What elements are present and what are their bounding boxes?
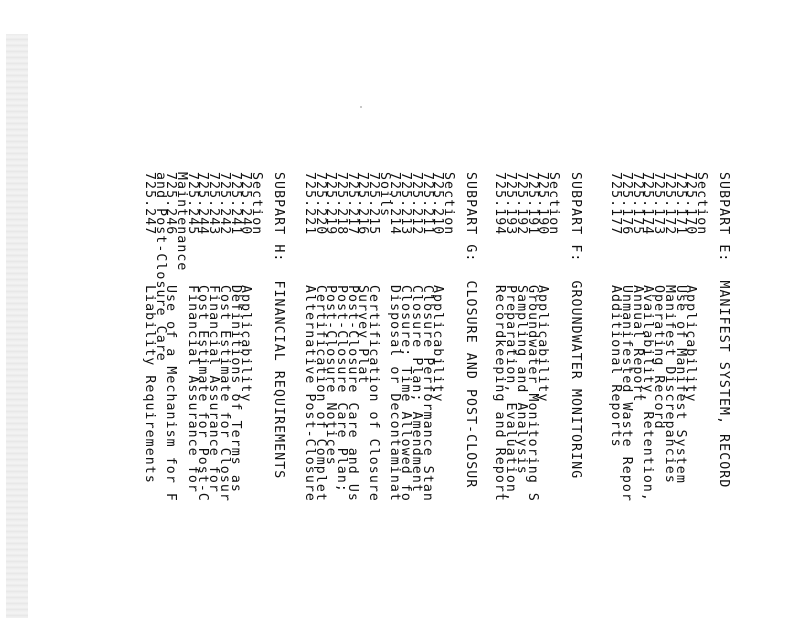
toc-section-title: Sampling and Analysis <box>513 285 529 475</box>
toc-section-title: Applicability <box>238 285 254 403</box>
toc-section-number: 725.177 <box>608 172 624 236</box>
toc-section-title: Definitions of Terms as <box>227 285 243 493</box>
toc-section-title: Alternative Post-Closure <box>301 285 317 502</box>
rotated-document-page <box>88 172 731 612</box>
toc-section-title: Use of Manifest System <box>672 285 688 484</box>
toc-section-number: 725.174 <box>640 172 656 236</box>
toc-section-title: Disposal or Decontaminat <box>387 285 403 502</box>
subpart-h-heading: SUBPART H: FINANCIAL REQUIREMENTS <box>271 172 286 480</box>
toc-section-title: Recordkeeping and Report <box>492 285 508 502</box>
toc-section-title: Certification of Closure <box>366 285 382 502</box>
toc-section-number: Section <box>441 172 456 236</box>
toc-section-number: 725.212 <box>408 172 424 236</box>
toc-section-number: 725.214 <box>387 172 403 236</box>
toc-section-number: 725.191 <box>524 172 540 236</box>
toc-section-title: Groundwater Monitoring S <box>524 285 540 502</box>
toc-section-number: 725.221 <box>301 172 317 236</box>
toc-section-number: 725.194 <box>492 172 508 236</box>
toc-section-number: Section <box>249 172 264 236</box>
toc-section-title: Applicability <box>683 285 699 403</box>
toc-section-number: 725.242 <box>216 172 232 236</box>
toc-section-number: 725.170 <box>683 172 699 236</box>
toc-section-number: 725.176 <box>619 172 635 236</box>
subpart-g-heading: SUBPART G: CLOSURE AND POST-CLOSUR <box>463 172 478 489</box>
toc-section-number: Maintenance <box>174 172 190 272</box>
toc-section-title: Annual Report <box>629 285 645 403</box>
toc-section-title: Financial Assurance for <box>206 285 222 493</box>
toc-section-title: Applicability <box>535 285 551 403</box>
toc-section-number: 725.171 <box>672 172 688 236</box>
subpart-f-heading: SUBPART F: GROUNDWATER MONITORING <box>568 172 583 480</box>
scanner-edge-shadow <box>6 34 28 618</box>
toc-section-title: Unmanifested Waste Repor <box>619 285 635 502</box>
toc-section-number: 725.241 <box>227 172 243 236</box>
toc-section-title: Post-Closure Notices <box>323 285 339 466</box>
toc-section-number: 725.218 <box>334 172 349 236</box>
toc-section-number: and Post-Closure Care <box>152 172 168 362</box>
toc-section-title: Applicability <box>430 285 446 403</box>
toc-section-title: Cost Estimate for Post-C <box>195 285 211 502</box>
toc-section-title: Closure; Time Allowed fo <box>398 285 414 502</box>
toc-section-title: Additional Reports <box>608 285 624 448</box>
toc-section-title: Financial Assurance for <box>184 285 200 493</box>
toc-section-number: 725.247 <box>142 172 157 236</box>
toc-section-number: 725.190 <box>535 172 551 236</box>
toc-section-number: 725.215 <box>366 172 382 236</box>
toc-section-number: 725.172 <box>661 172 677 236</box>
toc-section-number: 725.193 <box>503 172 519 236</box>
toc-section-number: 725.219 <box>323 172 339 236</box>
toc-section-number: Section <box>546 172 561 236</box>
toc-section-number: 725.217 <box>344 172 360 236</box>
toc-section-title: Availability, Retention, <box>640 285 656 502</box>
toc-section-title: Closure Performance Stan <box>419 285 435 502</box>
toc-section-number: Section <box>694 172 709 236</box>
toc-section-number: 725.175 <box>629 172 645 236</box>
toc-section-number: 725.173 <box>651 172 667 236</box>
scan-speck <box>360 106 362 108</box>
toc-section-number: Soils <box>376 172 392 218</box>
toc-section-title: Survey Plat <box>355 285 371 385</box>
toc-section-number: 725.243 <box>206 172 222 236</box>
toc-section-title: Closure Plan; Amendment <box>408 285 424 493</box>
toc-section-title: Liability Requirements <box>142 285 157 484</box>
toc-section-number: 725.210 <box>430 172 446 236</box>
toc-section-number: 725.213 <box>398 172 414 236</box>
toc-section-number: 725.211 <box>419 172 435 236</box>
subpart-e-heading: SUBPART E: MANIFEST SYSTEM, RECORD <box>716 172 731 489</box>
toc-section-number: 725.246 <box>163 172 179 236</box>
toc-section-title: Use of a Mechanism for F <box>163 285 179 502</box>
toc-section-number: 725.216 <box>355 172 371 236</box>
toc-section-number: 725.245 <box>184 172 200 236</box>
toc-section-title: Post-Closure Care Plan; <box>334 285 349 493</box>
toc-section-title: Operating Record <box>651 285 667 430</box>
toc-section-title: Manifest Discrepancies <box>661 285 677 484</box>
toc-section-number: 725.240 <box>238 172 254 236</box>
toc-section-title: Post-Closure Care and Us <box>344 285 360 502</box>
toc-section-title: Cost Estimate for Closur <box>216 285 232 502</box>
toc-section-number: 725.192 <box>513 172 529 236</box>
toc-section-title: Certification of Complet <box>312 285 328 502</box>
toc-section-title: Preparation, Evaluation, <box>503 285 519 502</box>
toc-section-number: 725.220 <box>312 172 328 236</box>
toc-section-number: 725.244 <box>195 172 211 236</box>
